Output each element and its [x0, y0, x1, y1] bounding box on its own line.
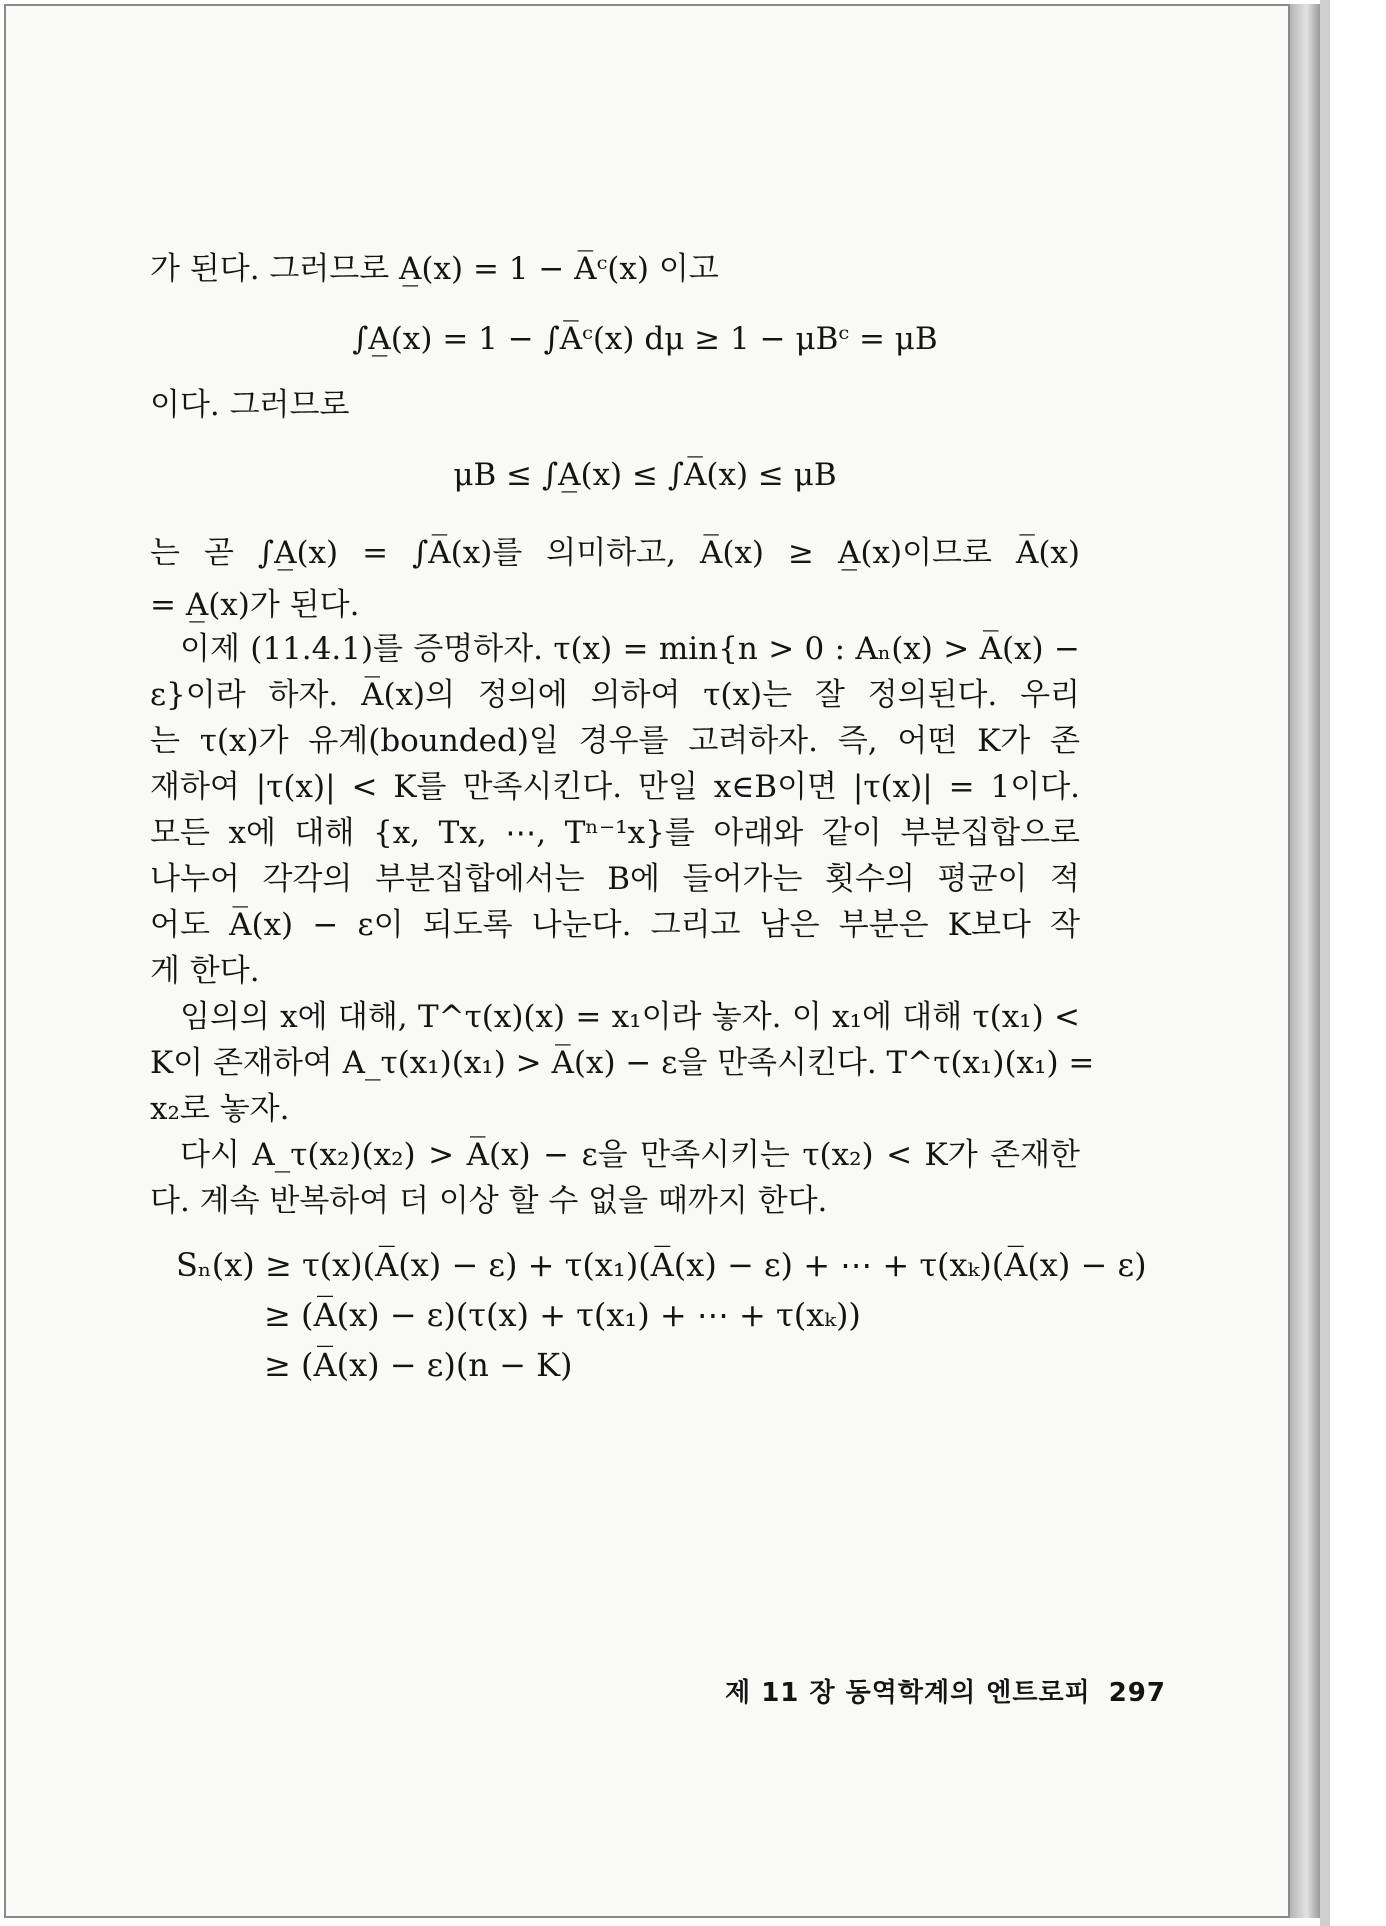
paragraph-4-line-3: 는 τ(x)가 유계(bounded)일 경우를 고려하자. 즉, 어떤 K가 존 [150, 723, 1080, 759]
paragraph-4-line-7: 어도 A̅(x) − ε이 되도록 나눈다. 그리고 남은 부분은 K보다 작 [150, 907, 1080, 943]
page-footer [725, 1672, 1166, 1709]
paragraph-4-line-5: 모든 x에 대해 {x, Tx, ⋯, Tⁿ⁻¹x}를 아래와 같이 부분집합으로 [150, 815, 1080, 851]
paragraph-5-line-3: x₂로 놓자. [150, 1091, 290, 1127]
paragraph-4-line-6: 나누어 각각의 부분집합에서는 B에 들어가는 횟수의 평균이 적 [150, 861, 1080, 897]
paragraph-5-line-1: 임의의 x에 대해, T^τ(x)(x) = x₁이라 놓자. 이 x₁에 대해 τ(x₁) < [180, 999, 1080, 1035]
page-edge [1290, 4, 1320, 1918]
equation-3-line-3: ≥ (A̅(x) − ε)(n − K) [264, 1346, 573, 1384]
paragraph-4-line-1: 이제 (11.4.1)를 증명하자. τ(x) = min{n > 0 : Aₙ(x) > A̅(x) − [180, 631, 1080, 667]
equation-3-line-1: Sₙ(x) ≥ τ(x)(A̅(x) − ε) + τ(x₁)(A̅(x) − ε) + ⋯ + τ(xₖ)(A̅(x) − ε) [176, 1246, 1147, 1284]
paragraph-4-line-8: 게 한다. [150, 953, 260, 989]
paragraph-6-line-1: 다시 A_τ(x₂)(x₂) > A̅(x) − ε을 만족시키는 τ(x₂) < K가 존재한 [180, 1137, 1080, 1173]
page-edge-shadow [1320, 0, 1330, 1926]
page-number: 297 [1108, 1678, 1166, 1708]
equation-3-line-2: ≥ (A̅(x) − ε)(τ(x) + τ(x₁) + ⋯ + τ(xₖ)) [264, 1296, 861, 1334]
paragraph-5-line-2: K이 존재하여 A_τ(x₁)(x₁) > A̅(x) − ε을 만족시킨다. T^τ(x₁)(x₁) = [150, 1045, 1095, 1081]
paragraph-1-line-1: 가 된다. 그러므로 A̲(x) = 1 − A̅ᶜ(x) 이고 [150, 251, 719, 287]
paragraph-4-line-2: ε}이라 하자. A̅(x)의 정의에 의하여 τ(x)는 잘 정의된다. 우리 [150, 677, 1080, 713]
equation-2: μB ≤ ∫A̲(x) ≤ ∫A̅(x) ≤ μB [453, 457, 837, 493]
chapter-title: 제 11 장 동역학계의 엔트로피 [725, 1678, 1091, 1708]
equation-1: ∫A̲(x) = 1 − ∫A̅ᶜ(x) dμ ≥ 1 − μBᶜ = μB [352, 321, 938, 357]
paragraph-2: 이다. 그러므로 [150, 387, 350, 423]
paragraph-3-line-2: = A̲(x)가 된다. [150, 587, 360, 623]
paragraph-3-line-1: 는 곧 ∫A̲(x) = ∫A̅(x)를 의미하고, A̅(x) ≥ A̲(x)이므로 A̅(x) [150, 535, 1080, 571]
paragraph-4-line-4: 재하여 |τ(x)| < K를 만족시킨다. 만일 x∈B이면 |τ(x)| = 1이다. [150, 769, 1080, 805]
paragraph-6-line-2: 다. 계속 반복하여 더 이상 할 수 없을 때까지 한다. [150, 1183, 828, 1219]
